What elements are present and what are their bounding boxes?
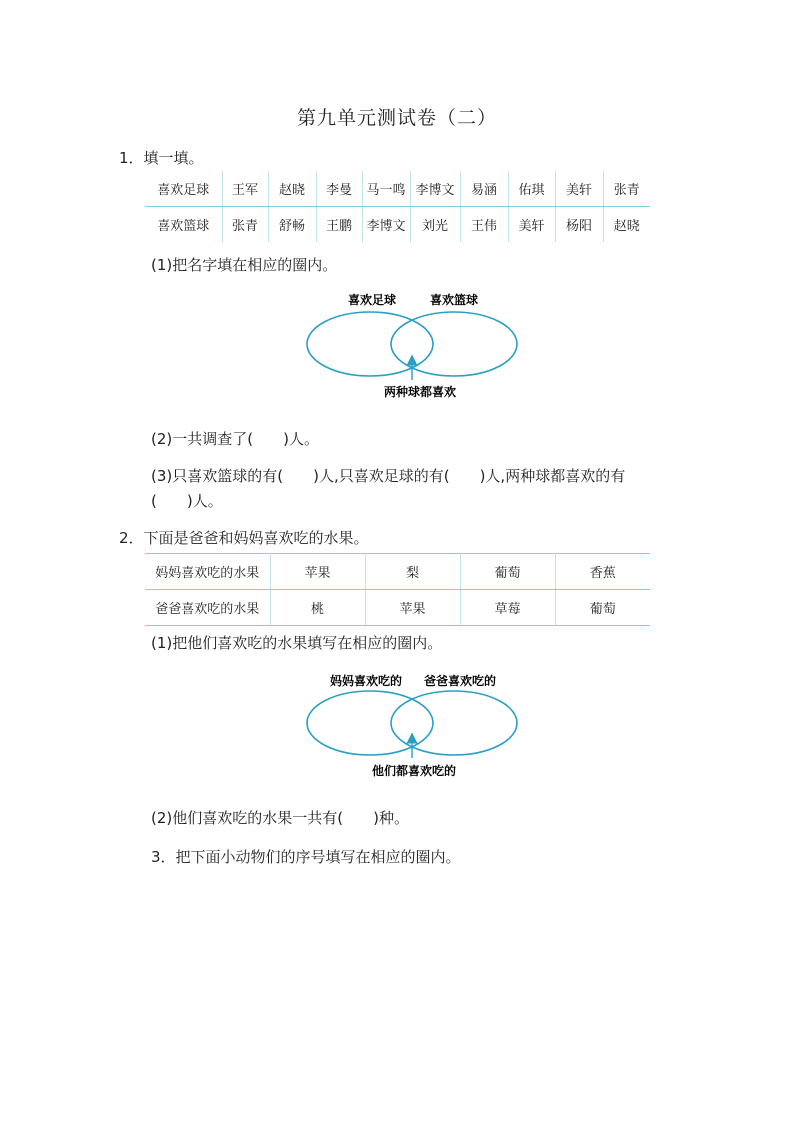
table-cell: 张青 xyxy=(222,207,268,243)
question-3-heading: 3．把下面小动物们的序号填写在相应的圈内。 xyxy=(151,848,461,866)
venn-left-circle[interactable] xyxy=(307,312,433,376)
table-cell: 舒畅 xyxy=(268,207,316,243)
table-cell: 美轩 xyxy=(555,171,603,207)
question-1-heading: 1．填一填。 xyxy=(119,149,204,167)
table-cell: 李博文 xyxy=(410,171,460,207)
table-cell: 草莓 xyxy=(460,590,555,626)
q2-table xyxy=(145,553,650,626)
q1-part1: (1)把名字填在相应的圈内。 xyxy=(151,256,338,274)
table-cell: 爸爸喜欢吃的水果 xyxy=(145,590,270,626)
table-cell: 香蕉 xyxy=(555,554,650,590)
venn-right-circle[interactable] xyxy=(391,691,517,755)
venn-overlap-label: 他们都喜欢吃的 xyxy=(371,764,457,778)
q1-part3-line2: ( )人。 xyxy=(151,492,223,510)
table-cell: 美轩 xyxy=(508,207,555,243)
venn-left-label: 妈妈喜欢吃的 xyxy=(329,674,403,688)
table-cell: 妈妈喜欢吃的水果 xyxy=(145,554,270,590)
table-cell: 王伟 xyxy=(460,207,508,243)
table-cell: 李博文 xyxy=(362,207,410,243)
venn-right-circle[interactable] xyxy=(391,312,517,376)
venn-left-circle[interactable] xyxy=(307,691,433,755)
table-cell: 刘光 xyxy=(410,207,460,243)
table-cell: 赵晓 xyxy=(268,171,316,207)
q1-table xyxy=(145,171,650,242)
q2-part1: (1)把他们喜欢吃的水果填写在相应的圈内。 xyxy=(151,634,443,652)
question-2-heading: 2．下面是爸爸和妈妈喜欢吃的水果。 xyxy=(119,529,369,547)
venn-left-label: 喜欢足球 xyxy=(347,293,397,307)
table-cell: 李曼 xyxy=(316,171,362,207)
table-cell: 王鹏 xyxy=(316,207,362,243)
table-cell: 苹果 xyxy=(365,590,460,626)
venn-right-label: 喜欢篮球 xyxy=(429,293,479,307)
table-cell: 赵晓 xyxy=(613,219,640,234)
q1-venn-diagram xyxy=(300,288,525,403)
venn-right-label: 爸爸喜欢吃的 xyxy=(423,674,497,688)
table-cell: 葡萄 xyxy=(555,590,650,626)
table-row xyxy=(145,590,650,626)
table-cell: 杨阳 xyxy=(555,207,603,243)
table-row xyxy=(145,171,650,207)
table-cell: 王军 xyxy=(222,171,268,207)
table-row xyxy=(145,207,650,243)
q1-part3-line1: (3)只喜欢篮球的有( )人,只喜欢足球的有( )人,两种球都喜欢的有 xyxy=(151,467,626,485)
table-cell: 佑琪 xyxy=(508,171,555,207)
venn-overlap-label: 两种球都喜欢 xyxy=(383,385,457,399)
page-title: 第九单元测试卷（二） xyxy=(296,107,497,129)
table-cell: 苹果 xyxy=(270,554,365,590)
q1-part2: (2)一共调查了( )人。 xyxy=(151,430,319,448)
table-row xyxy=(145,554,650,590)
q2-venn-diagram xyxy=(300,670,525,785)
table-cell: 张青 xyxy=(603,171,650,207)
q2-part2: (2)他们喜欢吃的水果一共有( )种。 xyxy=(151,809,409,827)
table-cell: 桃 xyxy=(270,590,365,626)
table-cell: 葡萄 xyxy=(460,554,555,590)
table-cell: 马一鸣 xyxy=(362,171,410,207)
table-cell: 喜欢足球 xyxy=(145,171,222,207)
table-cell: 易涵 xyxy=(460,171,508,207)
table-cell: 梨 xyxy=(365,554,460,590)
table-cell: 喜欢篮球 xyxy=(145,207,222,243)
